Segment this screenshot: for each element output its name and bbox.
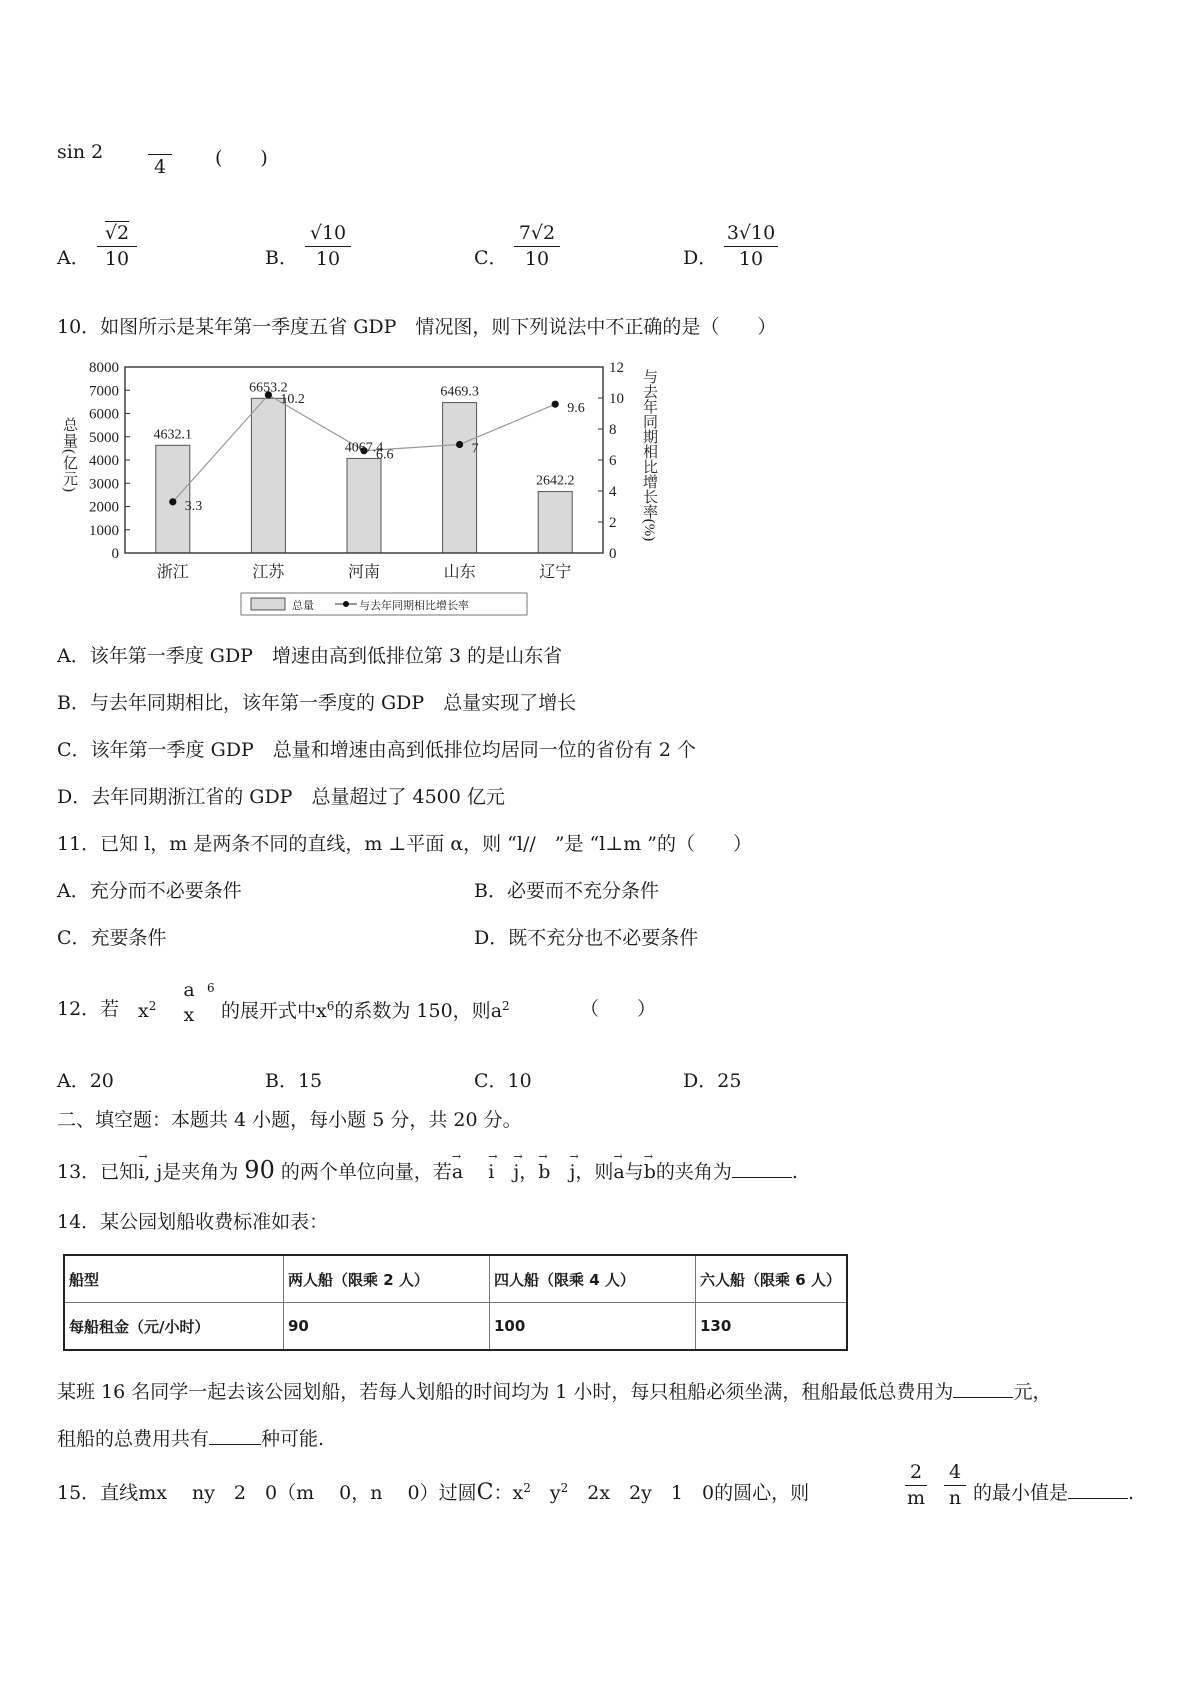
q10-option-a: A．该年第一季度 GDP 增速由高到低排位第 3 的是山东省 [57, 645, 563, 667]
y-tick-label: 4000 [89, 453, 119, 469]
growth-point [552, 401, 559, 408]
bar [443, 403, 477, 553]
y2-tick-label: 10 [609, 391, 624, 407]
y-tick-label: 7000 [89, 383, 119, 400]
y-tick-label: 3000 [89, 476, 119, 493]
y-tick-label: 8000 [89, 360, 119, 376]
q9-option-a-frac: $\frac{√2}{10}$ [97, 224, 137, 269]
growth-point [169, 498, 176, 505]
line-data-label: 10.2 [280, 391, 305, 407]
legend-bar-swatch [251, 598, 285, 610]
q9-option-c-label: C． [474, 247, 508, 269]
fee-table [63, 1254, 848, 1351]
q9-option-c-frac: $\frac{7√2}{10}$ [514, 224, 560, 269]
y-tick-label: 2000 [89, 499, 119, 516]
legend-line-label: 与去年同期相比增长率 [359, 600, 469, 612]
table-row [64, 1303, 847, 1351]
q11-stem: 11．已知 l，m 是两条不同的直线，m ⊥平面 α，则 “l// ”是 “l⊥m ”的（ ） [57, 833, 752, 855]
bar-data-label: 4067.4 [344, 440, 384, 456]
q12-option-a: A．20 [57, 1070, 114, 1092]
growth-point [456, 441, 463, 448]
q15-stem: 15．直线mx ny 2 0（m 0，n 0）过圆C：$x^2$ $y^2$ 2x 2y 1 0的圆心，则 [57, 1480, 810, 1505]
line-data-label: 6.6 [376, 447, 394, 463]
q12-lead: 12．若 [57, 998, 120, 1020]
q14-stem: 14．某公园划船收费标准如表： [57, 1211, 329, 1233]
q12-option-d: D．25 [683, 1070, 742, 1092]
x-tick-label: 浙江 [156, 564, 189, 581]
q10-option-d: D．去年同期浙江省的 GDP 总量超过了 4500 亿元 [57, 786, 505, 808]
q15-frac-4-n: $\frac{4}{n}$ [944, 1463, 966, 1508]
x-tick-label: 山东 [443, 564, 476, 581]
table-header-cell: 船型 [64, 1255, 284, 1303]
q9-option-d-frac: $\frac{3√10}{10}$ [724, 224, 778, 269]
q15-tail: 的最小值是 . [973, 1482, 1135, 1504]
bar-data-label: 6653.2 [249, 380, 288, 396]
q10-option-b: B．与去年同期相比，该年第一季度的 GDP 总量实现了增长 [57, 692, 577, 714]
legend-line-marker [343, 601, 349, 607]
q10-option-c: C．该年第一季度 GDP 总量和增速由高到低排位均居同一位的省份有 2 个 [57, 739, 696, 761]
q11-option-c: C．充要条件 [57, 927, 167, 949]
table-cell: 每船租金（元/小时） [64, 1303, 284, 1351]
q9-stem-fraction [148, 141, 172, 177]
q12-mid: 的展开式中$x^6$的系数为 150，则$a^2$ [221, 999, 510, 1022]
q12-fraction: a x [183, 979, 195, 1026]
q9-option-a-label: A． [57, 247, 90, 269]
q11-option-a: A．充分而不必要条件 [57, 880, 242, 902]
bar [538, 492, 572, 553]
q10-stem: 10．如图所示是某年第一季度五省 GDP 情况图，则下列说法中不正确的是（ ） [57, 316, 777, 338]
line-data-label: 7 [471, 441, 479, 457]
bar-data-label: 4632.1 [153, 427, 193, 443]
gdp-chart [55, 355, 665, 625]
q12-paren: （ ） [580, 998, 657, 1020]
legend-bar-label: 总量 [292, 600, 314, 612]
table-header-cell: 两人船（限乘 2 人） [284, 1255, 490, 1303]
y-axis-label: 总量(亿元) [61, 417, 77, 493]
y-tick-label: 5000 [89, 429, 119, 446]
q9-option-d-label: D． [683, 247, 718, 269]
y2-tick-label: 4 [609, 484, 617, 500]
table-cell: 130 [696, 1303, 848, 1351]
table-cell: 100 [490, 1303, 696, 1351]
y2-tick-label: 2 [609, 515, 617, 531]
line-data-label: 3.3 [184, 498, 203, 514]
x-tick-label: 河南 [347, 564, 381, 581]
y2-tick-label: 12 [609, 360, 624, 376]
q9-paren: ( ) [215, 147, 268, 169]
y2-tick-label: 8 [609, 422, 617, 438]
y-tick-label: 6000 [89, 406, 119, 423]
q9-option-b-label: B． [265, 247, 298, 269]
y-tick-label: 0 [111, 546, 119, 562]
q14-line1: 某班 16 名同学一起去该公园划船，若每人划船的时间均为 1 小时，每只租船必须坐满，租船最低总费用为 元， [57, 1381, 1052, 1403]
table-header-cell: 四人船（限乘 4 人） [490, 1255, 696, 1303]
q12-exp6: 6 [207, 981, 215, 995]
q9-option-b-frac: $\frac{√10}{10}$ [305, 224, 351, 269]
q12-x2: $x^2$ [138, 999, 157, 1022]
bar [347, 458, 381, 553]
x-tick-label: 江苏 [252, 564, 285, 581]
table-header-cell: 六人船（限乘 6 人） [696, 1255, 848, 1303]
q9-stem-sin: sin 2 [57, 141, 104, 163]
q13-stem: 13．已知→ i, j是夹角为 90 的两个单位向量，若→ a → i → j，→ b → j，则→ a与→ b的夹角为 . [57, 1158, 798, 1182]
y2-tick-label: 0 [609, 546, 617, 562]
y-tick-label: 1000 [89, 522, 119, 539]
y2-axis-label: 与去年同期相比增长率(%) [641, 368, 657, 542]
q12-option-b: B．15 [265, 1070, 323, 1092]
table-cell: 90 [284, 1303, 490, 1351]
bar-data-label: 2642.2 [535, 473, 575, 489]
bar [251, 398, 285, 553]
q15-frac-2-m: $\frac{2}{m}$ [906, 1461, 926, 1509]
q12-option-c: C．10 [474, 1070, 532, 1092]
section-heading: 二、填空题：本题共 4 小题，每小题 5 分，共 20 分。 [57, 1109, 522, 1131]
y2-tick-label: 6 [609, 453, 617, 469]
table-header-row [64, 1255, 847, 1303]
q14-line2: 租船的总费用共有 种可能. [57, 1428, 325, 1450]
x-tick-label: 辽宁 [539, 564, 572, 581]
q9-stem-den: 4 [153, 156, 167, 178]
q11-option-d: D．既不充分也不必要条件 [474, 927, 699, 949]
line-data-label: 9.6 [567, 401, 585, 417]
bar-data-label: 6469.3 [440, 384, 479, 400]
q11-option-b: B．必要而不充分条件 [474, 880, 659, 902]
